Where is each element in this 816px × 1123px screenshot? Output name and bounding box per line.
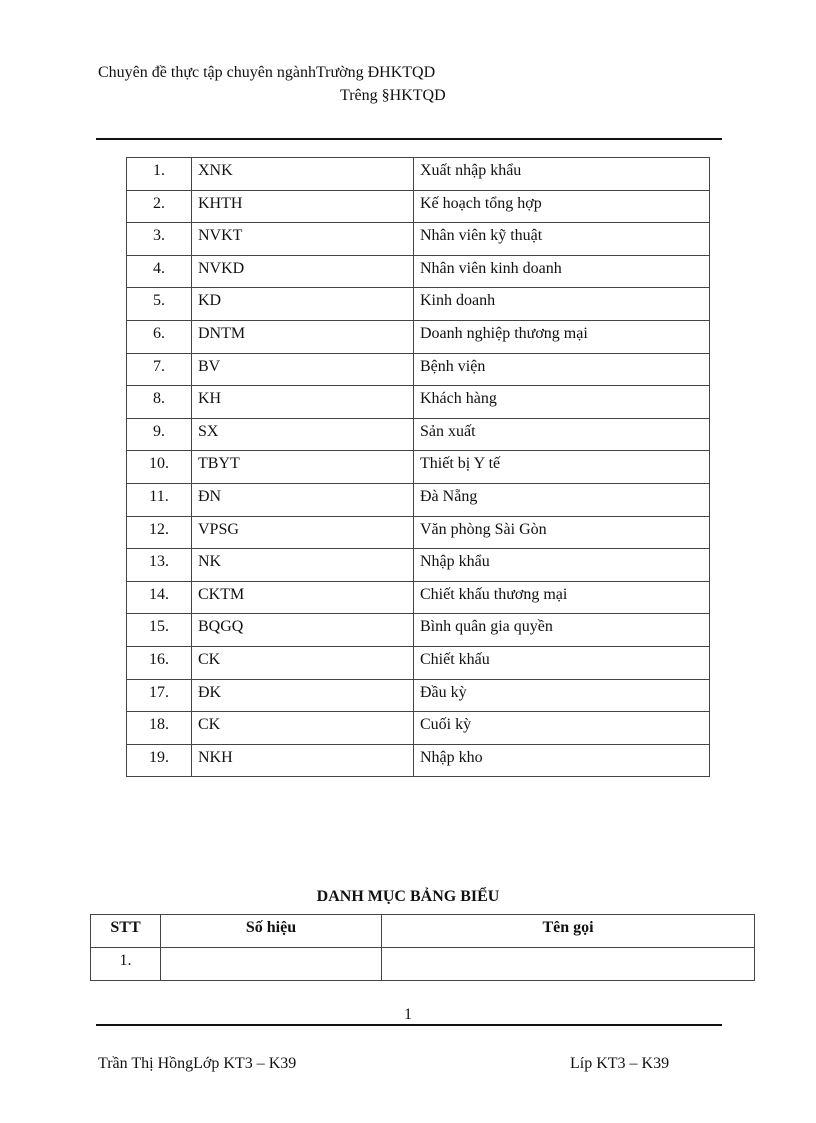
abbreviation-meaning: Đà Nẵng — [414, 483, 710, 516]
table-list-header-row — [91, 915, 755, 948]
abbreviation-code: TBYT — [192, 451, 414, 484]
footer-rule — [96, 1024, 722, 1026]
abbreviation-row — [127, 712, 710, 745]
abbreviation-code: KHTH — [192, 190, 414, 223]
abbreviation-meaning: Bình quân gia quyền — [414, 614, 710, 647]
header-ten-goi: Tên gọi — [382, 915, 755, 948]
abbreviation-code: NKH — [192, 744, 414, 777]
row-number: 4. — [127, 255, 192, 288]
abbreviation-row — [127, 158, 710, 191]
abbreviation-meaning: Nhân viên kinh doanh — [414, 255, 710, 288]
row-number: 8. — [127, 386, 192, 419]
abbreviation-meaning: Chiết khấu thương mại — [414, 581, 710, 614]
abbreviation-code: NK — [192, 549, 414, 582]
abbreviation-code: SX — [192, 418, 414, 451]
abbreviation-code: NVKT — [192, 223, 414, 256]
abbreviation-row — [127, 386, 710, 419]
row-number: 3. — [127, 223, 192, 256]
abbreviation-row — [127, 581, 710, 614]
header-so-hieu: Số hiệu — [161, 915, 382, 948]
abbreviation-row — [127, 679, 710, 712]
row-number: 15. — [127, 614, 192, 647]
row-number: 10. — [127, 451, 192, 484]
row-number: 7. — [127, 353, 192, 386]
abbreviation-table — [126, 157, 710, 777]
abbreviation-row — [127, 223, 710, 256]
row-number: 1. — [127, 158, 192, 191]
abbreviation-code: BQGQ — [192, 614, 414, 647]
row-number: 13. — [127, 549, 192, 582]
abbreviation-row — [127, 288, 710, 321]
running-header-title: Chuyên đề thực tập chuyên ngànhTrường ĐHKTQD — [98, 64, 436, 81]
row-number: 2. — [127, 190, 192, 223]
abbreviation-row — [127, 353, 710, 386]
abbreviation-row — [127, 549, 710, 582]
abbreviation-code: BV — [192, 353, 414, 386]
abbreviation-code: NVKD — [192, 255, 414, 288]
header-rule — [96, 138, 722, 140]
abbreviation-row — [127, 516, 710, 549]
abbreviation-meaning: Văn phòng Sài Gòn — [414, 516, 710, 549]
table-list — [90, 914, 755, 981]
abbreviation-code: VPSG — [192, 516, 414, 549]
row-number: 14. — [127, 581, 192, 614]
abbreviation-meaning: Bệnh viện — [414, 353, 710, 386]
abbreviation-meaning: Kinh doanh — [414, 288, 710, 321]
abbreviation-meaning: Doanh nghiệp thương mại — [414, 320, 710, 353]
abbreviation-row — [127, 190, 710, 223]
abbreviation-meaning: Thiết bị Y tế — [414, 451, 710, 484]
abbreviation-row — [127, 646, 710, 679]
row-number: 17. — [127, 679, 192, 712]
row-so-hieu — [161, 948, 382, 981]
row-stt: 1. — [91, 948, 161, 981]
row-number: 12. — [127, 516, 192, 549]
table-list-row — [91, 948, 755, 981]
abbreviation-meaning: Cuối kỳ — [414, 712, 710, 745]
row-number: 6. — [127, 320, 192, 353]
page-number: 1 — [404, 1006, 412, 1023]
row-number: 18. — [127, 712, 192, 745]
abbreviation-meaning: Nhân viên kỹ thuật — [414, 223, 710, 256]
abbreviation-meaning: Nhập khẩu — [414, 549, 710, 582]
footer-author: Trần Thị HồngLớp KT3 – K39 — [98, 1055, 297, 1072]
abbreviation-code: CK — [192, 646, 414, 679]
abbreviation-table-body — [127, 158, 710, 777]
row-number: 11. — [127, 483, 192, 516]
abbreviation-row — [127, 744, 710, 777]
abbreviation-row — [127, 418, 710, 451]
header-stt: STT — [91, 915, 161, 948]
abbreviation-code: CK — [192, 712, 414, 745]
abbreviation-meaning: Xuất nhập khẩu — [414, 158, 710, 191]
abbreviation-meaning: Đầu kỳ — [414, 679, 710, 712]
table-list-title: DANH MỤC BẢNG BIỂU — [316, 888, 500, 905]
abbreviation-code: XNK — [192, 158, 414, 191]
abbreviation-row — [127, 255, 710, 288]
abbreviation-row — [127, 483, 710, 516]
abbreviation-row — [127, 451, 710, 484]
abbreviation-code: KH — [192, 386, 414, 419]
abbreviation-code: KD — [192, 288, 414, 321]
row-number: 16. — [127, 646, 192, 679]
row-number: 5. — [127, 288, 192, 321]
row-number: 9. — [127, 418, 192, 451]
abbreviation-meaning: Kế hoạch tổng hợp — [414, 190, 710, 223]
running-header-subtitle: Trêng §HKTQD — [340, 87, 446, 104]
abbreviation-row — [127, 614, 710, 647]
row-number: 19. — [127, 744, 192, 777]
footer-class: Líp KT3 – K39 — [570, 1055, 670, 1072]
abbreviation-code: ĐN — [192, 483, 414, 516]
abbreviation-meaning: Nhập kho — [414, 744, 710, 777]
abbreviation-meaning: Khách hàng — [414, 386, 710, 419]
abbreviation-code: CKTM — [192, 581, 414, 614]
abbreviation-meaning: Sản xuất — [414, 418, 710, 451]
abbreviation-meaning: Chiết khấu — [414, 646, 710, 679]
abbreviation-code: DNTM — [192, 320, 414, 353]
abbreviation-code: ĐK — [192, 679, 414, 712]
abbreviation-row — [127, 320, 710, 353]
row-ten-goi — [382, 948, 755, 981]
